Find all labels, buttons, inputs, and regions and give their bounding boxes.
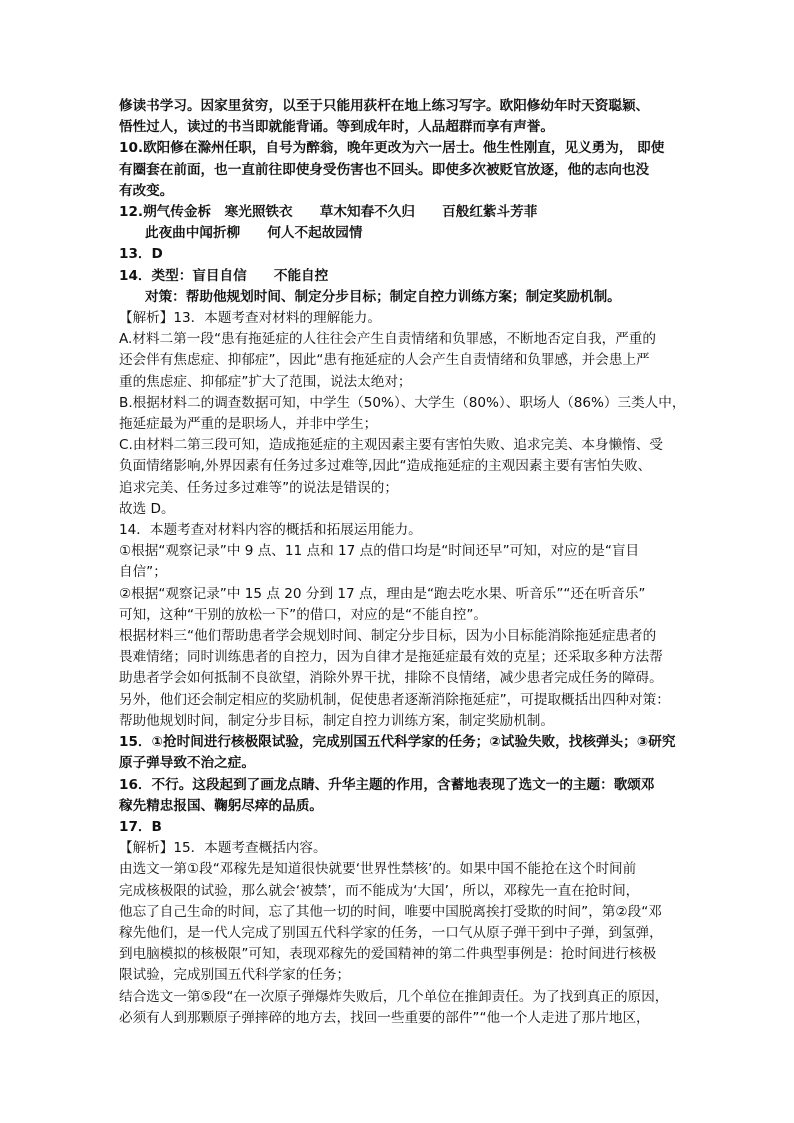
text-line: 17．B bbox=[119, 818, 162, 835]
text-line: 助患者学会如何抵制不良欲望，消除外界干扰，排除不良情绪，减少患者完成任务的障碍。 bbox=[119, 670, 663, 687]
text-line: 结合选文一第⑤段“在一次原子弹爆炸失败后，几个单位在推卸责任。为了找到真正的原因， bbox=[119, 988, 669, 1005]
text-line: 故选 D。 bbox=[119, 500, 175, 517]
text-line: 帮助他规划时间，制定分步目标，制定自控力训练方案，制定奖励机制。 bbox=[119, 712, 554, 729]
text-line: 稼先他们，是一代人完成了别国五代科学家的任务，一口气从原子弹干到中子弹，到氢弹， bbox=[119, 924, 663, 941]
text-line: 10.欧阳修在滁州任职，自号为醉翁，晚年更改为六一居士。他生性刚直，见义勇为， 即使 bbox=[119, 140, 665, 157]
text-line: B.根据材料二的调查数据可知，中学生（50%）、大学生（80%）、职场人（86%）三类人中， bbox=[119, 394, 686, 411]
text-line: 到电脑模拟的核极限”可知，表现邓稼先的爱国精神的第二件典型事例是：抢时间进行核极 bbox=[119, 946, 657, 963]
text-line: 负面情绪影响,外界因素有任务过多过难等,因此“造成拖延症的主观因素主要有害怕失败、 bbox=[119, 458, 652, 475]
text-line: 由选文一第①段“邓稼先是知道很快就要‘世界性禁核’的。如果中国不能抢在这个时间前 bbox=[119, 861, 637, 878]
text-line: 修读书学习。因家里贫穷，以至于只能用荻杆在地上练习写字。欧阳修幼年时天资聪颖、 bbox=[119, 98, 650, 114]
text-line: 14．类型：盲目自信 不能自控 bbox=[119, 267, 329, 284]
text-line: 14．本题考查对材料内容的概括和拓展运用能力。 bbox=[119, 522, 422, 539]
text-line: 有圈套在前面，也一直前往即使身受伤害也不回头。即使多次被贬官放逐，他的志向也没 bbox=[119, 161, 650, 178]
text-line: 原子弹导致不治之症。 bbox=[119, 755, 255, 772]
text-line: 拖延症最为严重的是职场人，并非中学生； bbox=[119, 416, 378, 433]
text-line: 16．不行。这段起到了画龙点睛、升华主题的作用，含蓄地表现了选文一的主题：歌颂邓 bbox=[119, 776, 655, 793]
text-line: 畏难情绪；同时训练患者的自控力，因为自律才是拖延症最有效的克星；还采取多种方法帮 bbox=[119, 649, 663, 666]
text-line: A.材料二第一段“患有拖延症的人往往会产生自责情绪和负罪感，不断地否定自我，严重的 bbox=[119, 331, 656, 348]
text-line: 可知，这种“干别的放松一下”的借口，对应的是“不能自控”。 bbox=[119, 606, 488, 623]
text-line: 必须有人到那颗原子弹摔碎的地方去，找回一些重要的部件”“他一个人走进了那片地区， bbox=[119, 1009, 650, 1026]
text-line: 【解析】15．本题考查概括内容。 bbox=[119, 840, 327, 857]
text-line: 还会伴有焦虑症、抑郁症”，因此“患有拖延症的人会产生自责情绪和负罪感，并会患上严 bbox=[119, 352, 650, 369]
text-line: ②根据“观察记录”中 15 点 20 分到 17 点，理由是“跑去吃水果、听音乐”“还在听音乐” bbox=[119, 585, 646, 602]
text-line: 根据材料三“他们帮助患者学会规划时间、制定分步目标，因为小目标能消除拖延症患者的 bbox=[119, 628, 657, 645]
text-line: 对策：帮助他规划时间、制定分步目标；制定自控力训练方案；制定奖励机制。 bbox=[145, 288, 621, 305]
text-line: 限试验，完成别国五代科学家的任务； bbox=[119, 967, 351, 984]
text-line: 完成核极限的试验，那么就会‘被禁’，而不能成为‘大国’，所以，邓稼先一直在抢时间， bbox=[119, 882, 640, 899]
text-line: 他忘了自己生命的时间，忘了其他一切的时间，唯要中国脱离挨打受欺的时间”，第②段“邓 bbox=[119, 903, 662, 920]
text-line: 有改变。 bbox=[119, 182, 174, 199]
text-line: 此夜曲中闻折柳 何人不起故园情 bbox=[145, 225, 363, 242]
text-line: 自信”； bbox=[119, 564, 167, 581]
text-line: ①根据“观察记录”中 9 点、11 点和 17 点的借口均是“时间还早”可知，对应的是“盲目 bbox=[119, 543, 640, 560]
text-line: 稼先精忠报国、鞠躬尽瘁的品质。 bbox=[119, 797, 323, 814]
text-line: 15．①抢时间进行核极限试验，完成别国五代科学家的任务；②试验失败，找核弹头；③研究 bbox=[119, 734, 676, 751]
text-line: 追求完美、任务过多过难等”的说法是错误的； bbox=[119, 479, 398, 496]
text-line: 重的焦虑症、抑郁症”扩大了范围，说法太绝对； bbox=[119, 373, 412, 390]
text-line: 12.朔气传金柝 寒光照铁衣 草木知春不久归 百般红紫斗芳菲 bbox=[119, 204, 538, 221]
text-line: C.由材料二第三段可知，造成拖延症的主观因素主要有害怕失败、追求完美、本身懒惰、受 bbox=[119, 437, 663, 454]
text-line: 悟性过人，读过的书当即就能背诵。等到成年时，人品超群而享有声誉。 bbox=[119, 119, 554, 136]
text-line: 另外，他们还会制定相应的奖励机制，促使患者逐渐消除拖延症”，可提取概括出四种对策： bbox=[119, 691, 670, 708]
text-line: 13．D bbox=[119, 246, 163, 263]
text-line: 【解析】13．本题考查对材料的理解能力。 bbox=[119, 310, 381, 327]
